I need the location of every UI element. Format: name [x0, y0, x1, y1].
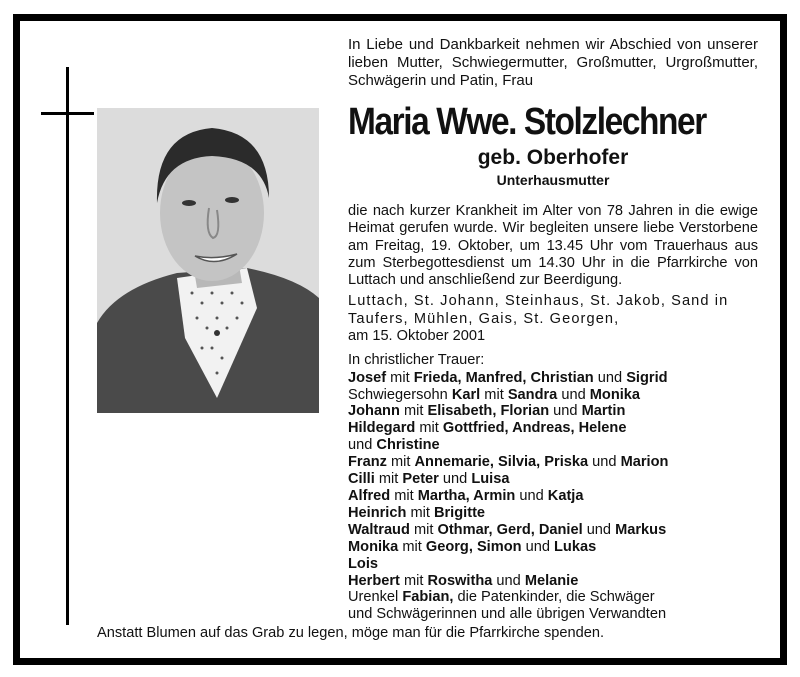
family-connector-text: und [492, 572, 525, 589]
family-line [348, 471, 758, 488]
family-member-name: Alfred [348, 488, 391, 505]
family-member-name: Waltraud [348, 521, 410, 538]
family-connector-text: und [582, 521, 616, 538]
intro-text: In Liebe und Dankbarkeit nehmen wir Abschied von unserer lieben Mutter, Schwiegermutter, Großmutter, Urgroßmutter, Schwägerin und Patin, Frau [348, 36, 758, 89]
funeral-details: die nach kurzer Krankheit im Alter von 78 Jahren in die ewige Heimat gerufen wurde. Wir begleiten unsere liebe Verstorbene am Freitag, 19. Oktober, um 13.45 Uhr vom Trauerhaus aus zum Sterbegottesdienst um 14.30 Uhr in die Pfarrkirche von Luttach und anschließend zur Beerdigung. [348, 203, 758, 289]
family-connector-text: mit [390, 488, 418, 505]
family-line [348, 573, 758, 590]
notice-text-column [348, 36, 758, 623]
places-list: Luttach, St. Johann, Steinhaus, St. Jakob, Sand in Taufers, Mühlen, Gais, St. Georgen, [348, 293, 729, 327]
family-line [348, 522, 758, 539]
deceased-title: Unterhausmutter [496, 172, 610, 188]
family-member-name: Sandra [507, 386, 558, 403]
portrait-illustration-icon [97, 108, 319, 413]
family-connector-text: und [549, 403, 582, 420]
family-connector-text: mit [399, 572, 428, 589]
deceased-name: Maria Wwe. Stolzlechner [348, 101, 706, 143]
family-connector-text: Urenkel [348, 589, 403, 606]
donation-note: Anstatt Blumen auf das Grab zu legen, möge man für die Pfarrkirche spenden. [97, 625, 605, 641]
family-member-name: Katja [547, 488, 584, 505]
notice-date: am 15. Oktober 2001 [348, 328, 486, 345]
family-connector-text: und [521, 538, 555, 555]
family-member-name: Annemarie, Silvia, Priska [414, 454, 589, 471]
family-connector-text: die Patenkinder, die Schwäger [453, 589, 655, 606]
family-member-name: Heinrich [348, 504, 407, 521]
mourning-intro: In christlicher Trauer: [348, 352, 485, 369]
family-member-name: Luisa [471, 471, 510, 488]
family-line [348, 370, 758, 387]
cross-icon-vertical [66, 67, 69, 625]
family-member-name: Martha, Armin [417, 488, 516, 505]
family-line [348, 488, 758, 505]
family-connector-text: mit [386, 369, 414, 386]
family-connector-text: mit [406, 504, 434, 521]
family-connector-text: mit [386, 454, 415, 471]
family-connector-text: und [593, 369, 627, 386]
family-line [348, 454, 758, 471]
family-line [348, 505, 758, 522]
family-line [348, 437, 758, 454]
family-line [348, 556, 758, 573]
family-connector-text: mit [399, 403, 428, 420]
family-list [348, 370, 758, 624]
family-member-name: Melanie [524, 572, 579, 589]
family-member-name: Lukas [554, 538, 597, 555]
family-member-name: Johann [348, 403, 400, 420]
family-connector-text: und [348, 437, 377, 454]
family-line [348, 589, 758, 606]
family-connector-text: Schwiegersohn [348, 386, 452, 403]
family-member-name: Herbert [348, 572, 400, 589]
family-member-name: Karl [451, 386, 481, 403]
family-connector-text: mit [409, 521, 438, 538]
family-member-name: Gottfried, Andreas, Helene [442, 420, 627, 437]
family-member-name: Roswitha [427, 572, 493, 589]
family-connector-text: und [515, 488, 548, 505]
family-connector-text: mit [480, 386, 508, 403]
family-line [348, 387, 758, 404]
family-member-name: Christine [376, 437, 440, 454]
family-member-name: Monika [348, 538, 399, 555]
family-connector-text: mit [374, 471, 403, 488]
family-connector-text: mit [415, 420, 443, 437]
family-line [348, 539, 758, 556]
family-line [348, 606, 758, 623]
portrait-photo [97, 108, 319, 413]
family-connector-text: und [557, 386, 590, 403]
family-member-name: Hildegard [348, 420, 416, 437]
family-connector-text: mit [398, 538, 426, 555]
family-line [348, 403, 758, 420]
family-member-name: Marion [620, 454, 669, 471]
family-member-name: Peter [402, 471, 439, 488]
family-connector-text: und Schwägerinnen und alle übrigen Verwandten [348, 606, 667, 623]
family-member-name: Sigrid [626, 369, 668, 386]
family-member-name: Frieda, Manfred, Christian [413, 369, 594, 386]
cross-icon-horizontal [41, 112, 94, 115]
family-member-name: Elisabeth, Florian [427, 403, 550, 420]
family-member-name: Brigitte [433, 504, 486, 521]
family-member-name: Fabian, [402, 589, 454, 606]
family-member-name: Martin [581, 403, 626, 420]
family-member-name: Georg, Simon [425, 538, 522, 555]
family-member-name: Othmar, Gerd, Daniel [437, 521, 583, 538]
family-member-name: Franz [348, 454, 387, 471]
family-member-name: Markus [615, 521, 667, 538]
family-member-name: Monika [589, 386, 641, 403]
family-connector-text: und [588, 454, 621, 471]
family-member-name: Cilli [348, 471, 375, 488]
family-connector-text: und [438, 471, 472, 488]
maiden-name: geb. Oberhofer [477, 146, 629, 169]
family-member-name: Lois [348, 555, 378, 572]
family-member-name: Josef [348, 369, 387, 386]
family-line [348, 420, 758, 437]
